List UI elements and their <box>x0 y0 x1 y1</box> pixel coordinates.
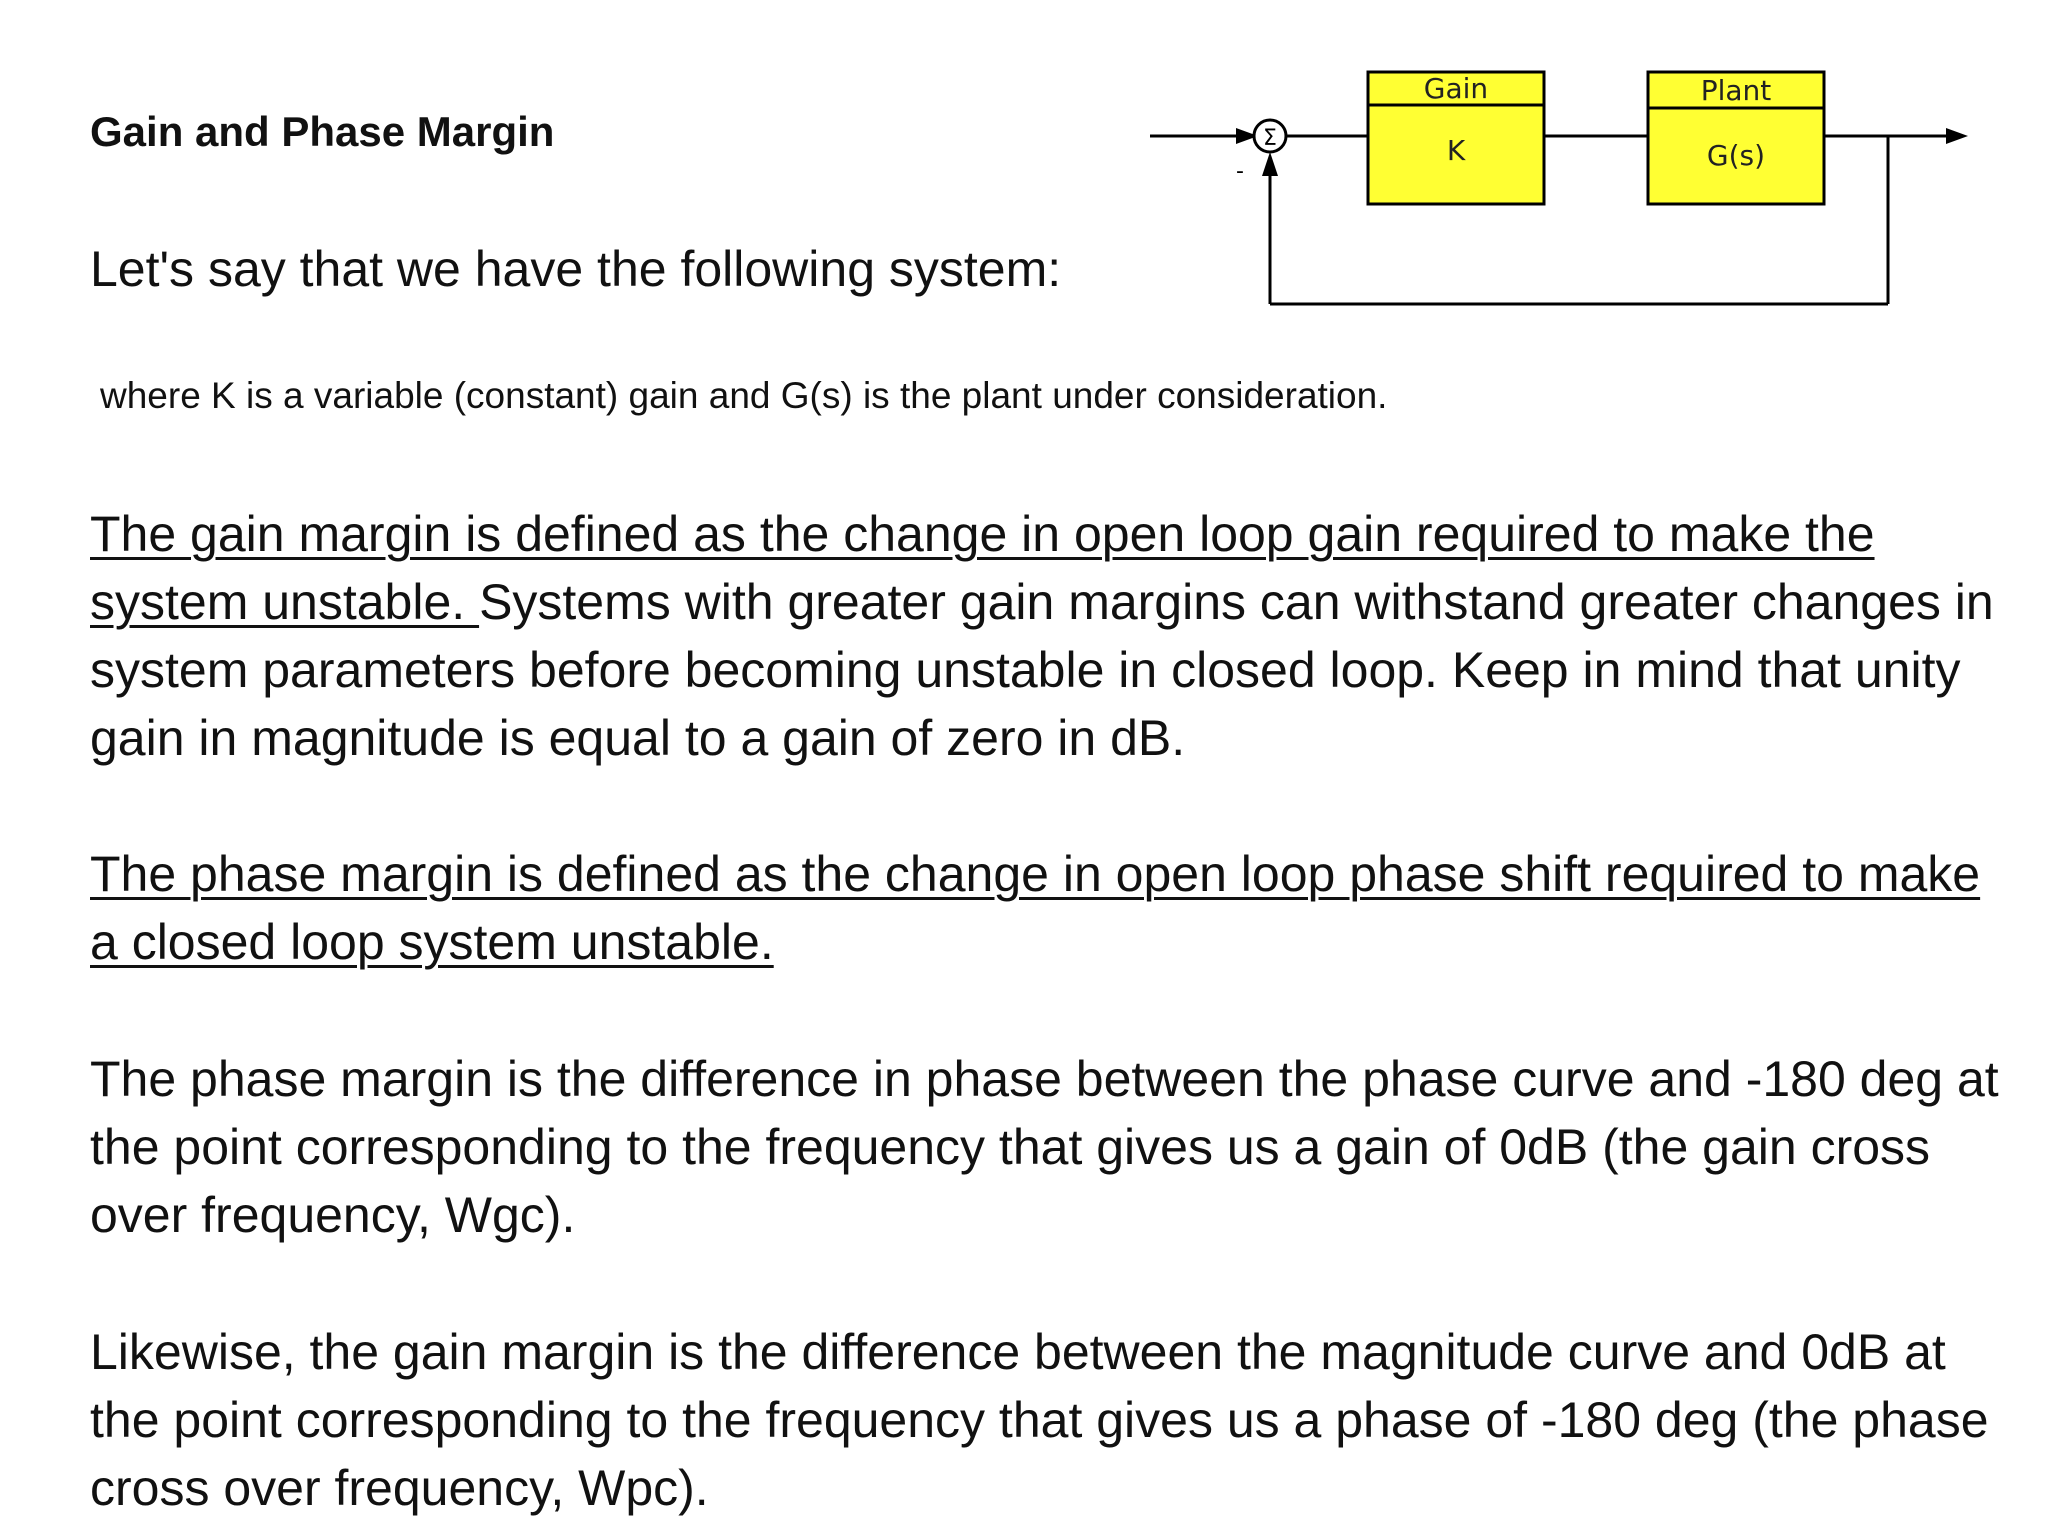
page-title: Gain and Phase Margin <box>90 108 555 155</box>
where-text: where K is a variable (constant) gain and G(s) is the plant under consideration. <box>100 375 1388 416</box>
minus-sign: - <box>1236 159 1244 184</box>
feedback-arrow <box>1262 152 1278 176</box>
gain-margin-paragraph <box>90 500 2020 772</box>
phase-margin-detail: The phase margin is the difference in phase between the phase curve and -180 deg at the point corresponding to the frequency that gives us a gain of 0dB (the gain cross over frequency, Wgc). <box>90 1051 1999 1243</box>
gain-block-value: K <box>1446 134 1466 167</box>
gain-margin-detail: Likewise, the gain margin is the difference between the magnitude curve and 0dB at the point corresponding to the frequency that gives us a phase of -180 deg (the phase cross over frequency, Wpc). <box>90 1324 1989 1516</box>
phase-margin-paragraph <box>90 840 2020 976</box>
summer-symbol: Σ <box>1263 126 1277 151</box>
output-arrow <box>1946 128 1968 144</box>
plant-block-value: G(s) <box>1706 139 1766 172</box>
gain-margin-rest: Systems with greater gain margins can withstand greater changes in system parameters before becoming unstable in closed loop. Keep in mind that unity gain in magnitude is equal to a gain of zero in dB. <box>90 574 1994 766</box>
intro-text: Let's say that we have the following system: <box>90 241 1062 297</box>
block-diagram <box>1140 60 1980 320</box>
gain-block-header: Gain <box>1423 72 1489 105</box>
plant-block-header: Plant <box>1700 74 1772 107</box>
phase-margin-definition: The phase margin is defined as the change in open loop phase shift required to make a closed loop system unstable. <box>90 846 1981 970</box>
gain-margin-definition: The gain margin is defined as the change in open loop gain required to make the system unstable. <box>90 506 1875 630</box>
